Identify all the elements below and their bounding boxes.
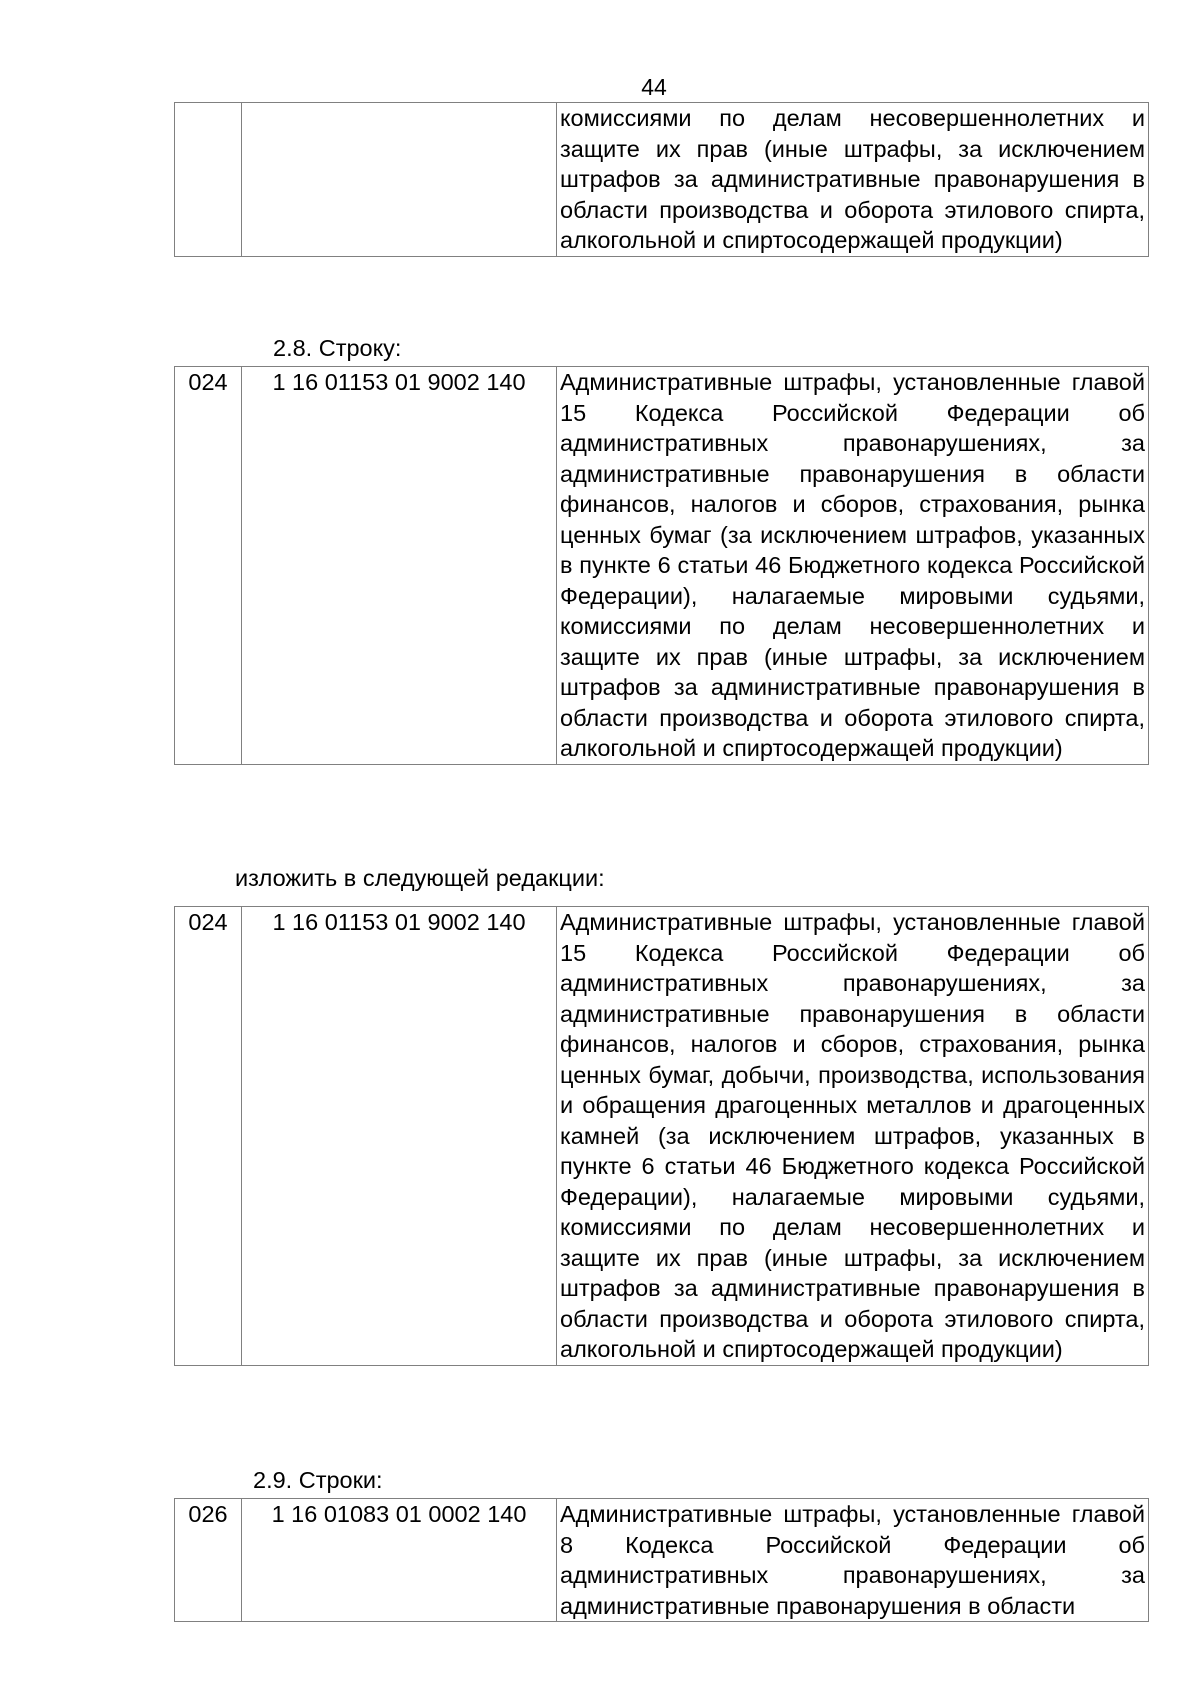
- kbk-cell: 1 16 01083 01 0002 140: [242, 1499, 557, 1622]
- table-row: [175, 103, 1149, 257]
- instruction-text: изложить в следующей редакции:: [235, 865, 605, 891]
- new-row-table: [174, 906, 1149, 1366]
- kbk-cell: 1 16 01153 01 9002 140: [242, 367, 557, 765]
- description-cell: Административные штрафы, установленные главой 15 Кодекса Российской Федерации об административных правонарушениях, за административные правонарушения в области финансов, налогов и сборов, страхования, рынка ценных бумаг (за исключением штрафов, указанных в пункте 6 статьи 46 Бюджетного кодекса Российской Федерации), налагаемые мировыми судьями, комиссиями по делам несовершеннолетних и защите их прав (иные штрафы, за исключением штрафов за административные правонарушения в области производства и оборота этилового спирта, алкогольной и спиртосодержащей продукции): [557, 367, 1149, 765]
- kbk-cell: 1 16 01153 01 9002 140: [242, 907, 557, 1366]
- old-row-table: [174, 366, 1149, 765]
- description-cell: Административные штрафы, установленные главой 15 Кодекса Российской Федерации об административных правонарушениях, за административные правонарушения в области финансов, налогов и сборов, страхования, рынка ценных бумаг, добычи, производства, использования и обращения драгоценных металлов и драгоценных камней (за исключением штрафов, указанных в пункте 6 статьи 46 Бюджетного кодекса Российской Федерации), налагаемые мировыми судьями, комиссиями по делам несовершеннолетних и защите их прав (иные штрафы, за исключением штрафов за административные правонарушения в области производства и оборота этилового спирта, алкогольной и спиртосодержащей продукции): [557, 907, 1149, 1366]
- page-number: 44: [641, 74, 667, 100]
- section-heading-2-9: 2.9. Строки:: [253, 1467, 383, 1493]
- kbk-cell: [242, 103, 557, 257]
- code-cell: [175, 103, 242, 257]
- table-row: [175, 907, 1149, 1366]
- continuation-table: [174, 102, 1149, 257]
- code-cell: 026: [175, 1499, 242, 1622]
- description-cell: комиссиями по делам несовершеннолетних и защите их прав (иные штрафы, за исключением штрафов за административные правонарушения в области производства и оборота этилового спирта, алкогольной и спиртосодержащей продукции): [557, 103, 1149, 257]
- code-cell: 024: [175, 367, 242, 765]
- table-row: [175, 1499, 1149, 1622]
- row-2-9-table: [174, 1498, 1149, 1622]
- section-heading-2-8: 2.8. Строку:: [273, 335, 402, 361]
- description-cell: Административные штрафы, установленные главой 8 Кодекса Российской Федерации об административных правонарушениях, за административные правонарушения в области: [557, 1499, 1149, 1622]
- code-cell: 024: [175, 907, 242, 1366]
- table-row: [175, 367, 1149, 765]
